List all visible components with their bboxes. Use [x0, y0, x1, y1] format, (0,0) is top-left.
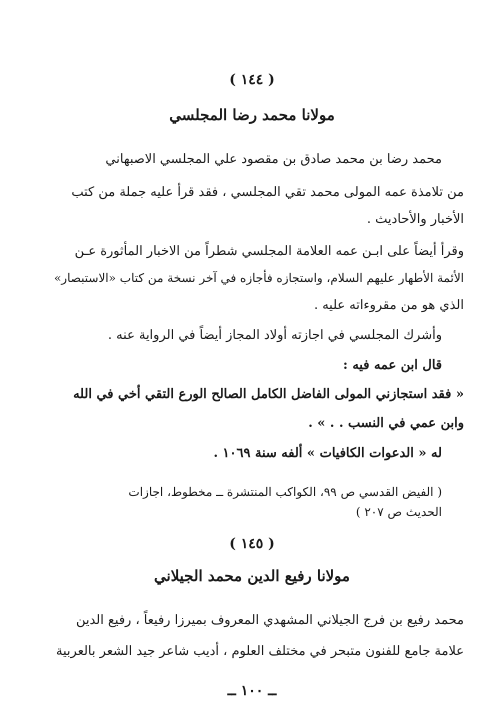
entry-144-line-2: من تلامذة عمه المولى محمد تقي المجلسي ، فقد قرأ عليه جملة من كتب [71, 185, 464, 200]
entry-145-title: مولانا رفيع الدين محمد الجيلاني [154, 567, 350, 585]
entry-144-line-6: الذي هو من مقروءاته عليه . [313, 298, 464, 313]
entry-144-number: ( ١٤٤ ) [229, 72, 275, 88]
entry-145-line-2: علامة جامع للفنون متبحر في مختلف العلوم ، أديب شاعر جيد الشعر بالعربية [56, 644, 464, 659]
entry-144-source-line-1: ( الفيض القدسي ص ٩٩، الكواكب المنتشرة ــ مخطوط، اجازات [128, 485, 442, 499]
entry-145-line-1: محمد رفيع بن فرج الجيلاني المشهدي المعروف بميرزا رفيعاً ، رفيع الدين [75, 613, 464, 628]
entry-144-line-7: وأشرك المجلسي في اجازته أولاد المجاز أيضاً في الرواية عنه . [107, 328, 442, 343]
entry-144-line-11: له « الدعوات الكافيات » ألفه سنة ١٠٦٩ . [213, 446, 442, 461]
entry-144-source-line-2: الحديث ص ٢٠٧ ) [355, 505, 442, 519]
entry-144-line-5: الأئمة الأطهار عليهم السلام، واستجازه فأجازه في آخر نسخة من كتاب «الاستبصار» [53, 271, 464, 285]
entry-144-title: مولانا محمد رضا المجلسي [169, 106, 335, 124]
entry-144-line-8: قال ابن عمه فيه : [343, 358, 442, 373]
entry-144-line-9: « فقد استجازني المولى الفاضل الكامل الصالح الورع التقي أخي في الله [73, 387, 464, 402]
entry-144-line-10: وابن عمي في النسب . . » . [308, 416, 464, 431]
page-number: ــ ١٠٠ ــ [227, 683, 277, 699]
entry-144-line-4: وقرأ أيضاً على ابـن عمه العلامة المجلسي شطراً من الاخبار المأثورة عـن [74, 244, 464, 259]
entry-144-line-1: محمد رضا بن محمد صادق بن مقصود علي المجلسي الاصبهاني [105, 152, 442, 167]
entry-145-number: ( ١٤٥ ) [229, 536, 275, 552]
entry-144-line-3: الأخبار والأحاديث . [366, 212, 464, 227]
